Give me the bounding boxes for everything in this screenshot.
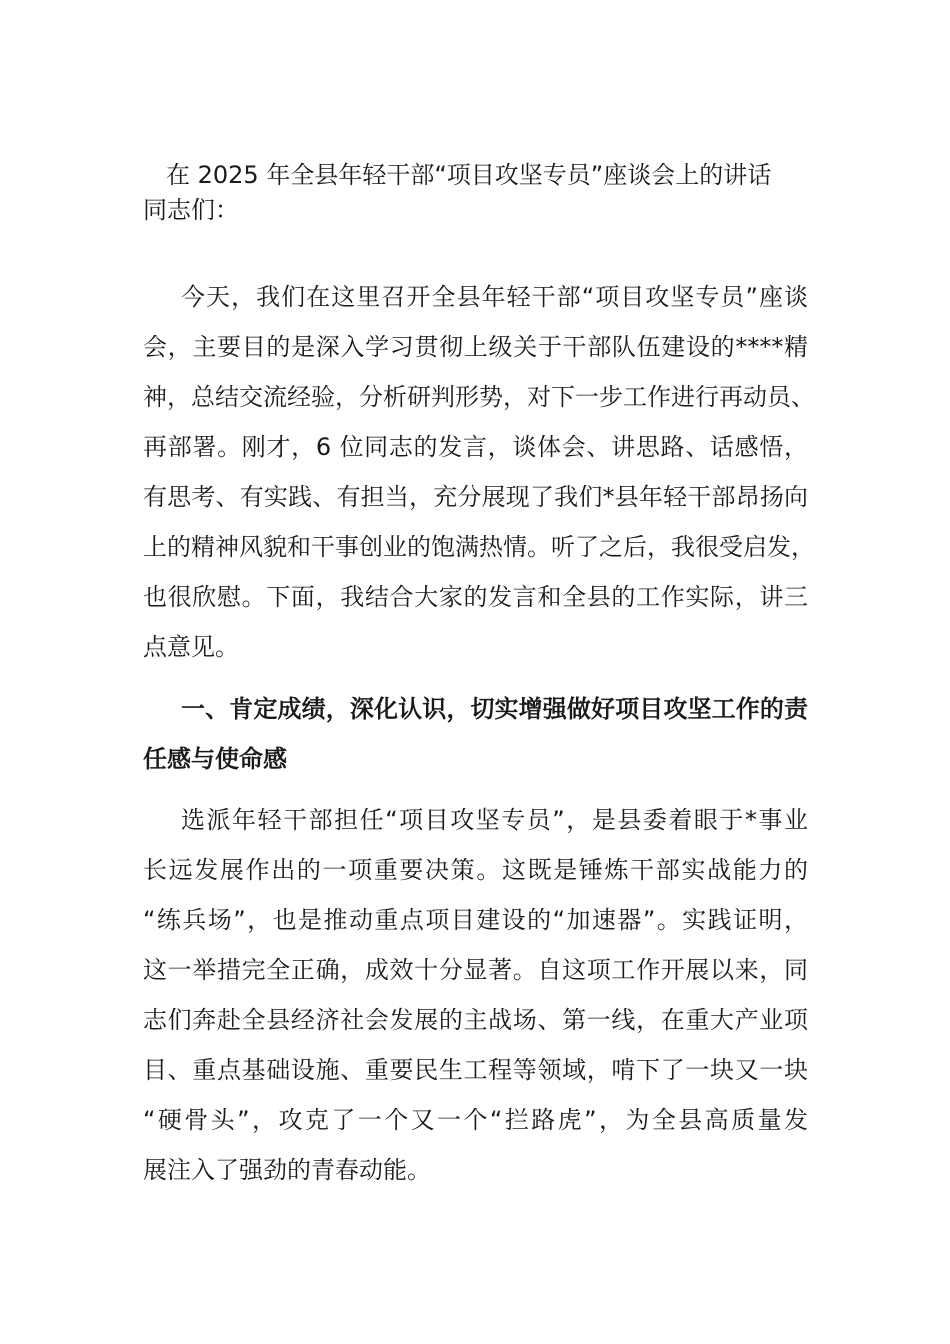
heading-line: 任感与使命感	[143, 745, 287, 773]
greeting: 同志们：	[143, 196, 239, 224]
paragraph-line: 有思考、有实践、有担当，充分展现了我们*县年轻干部昂扬向	[143, 483, 808, 511]
paragraph-line: 再部署。刚才，6 位同志的发言，谈体会、讲思路、话感悟，	[143, 433, 808, 461]
paragraph-line: “硬骨头”，攻克了一个又一个“拦路虎”，为全县高质量发	[143, 1106, 808, 1134]
paragraph-line: “练兵场”，也是推动重点项目建设的“加速器”。实践证明，	[143, 906, 808, 934]
paragraph-line: 点意见。	[143, 633, 239, 661]
paragraph-line: 展注入了强劲的青春动能。	[143, 1156, 431, 1184]
paragraph-line: 会，主要目的是深入学习贯彻上级关于干部队伍建设的****精	[143, 333, 808, 361]
paragraph-line: 选派年轻干部担任“项目攻坚专员”，是县委着眼于*事业	[181, 806, 808, 834]
paragraph-line: 上的精神风貌和干事创业的饱满热情。听了之后，我很受启发，	[143, 533, 815, 561]
paragraph-line: 也很欣慰。下面，我结合大家的发言和全县的工作实际，讲三	[143, 583, 808, 611]
section-heading	[143, 684, 808, 784]
heading-line: 一、肯定成绩，深化认识，切实增强做好项目攻坚工作的责	[181, 695, 808, 723]
paragraph-line: 今天，我们在这里召开全县年轻干部“项目攻坚专员”座谈	[181, 283, 808, 311]
paragraph-line: 这一举措完全正确，成效十分显著。自这项工作开展以来，同	[143, 956, 808, 984]
paragraph-intro	[143, 272, 815, 672]
paragraph-line: 志们奔赴全县经济社会发展的主战场、第一线，在重大产业项	[143, 1006, 808, 1034]
document-title: 在 2025 年全县年轻干部“项目攻坚专员”座谈会上的讲话	[166, 161, 772, 189]
paragraph-line: 目、重点基础设施、重要民生工程等领域，啃下了一块又一块	[143, 1056, 808, 1084]
paragraph-line: 长远发展作出的一项重要决策。这既是锤炼干部实战能力的	[143, 856, 808, 884]
paragraph-line: 神，总结交流经验，分析研判形势，对下一步工作进行再动员、	[143, 383, 815, 411]
paragraph-section-one	[143, 795, 808, 1195]
